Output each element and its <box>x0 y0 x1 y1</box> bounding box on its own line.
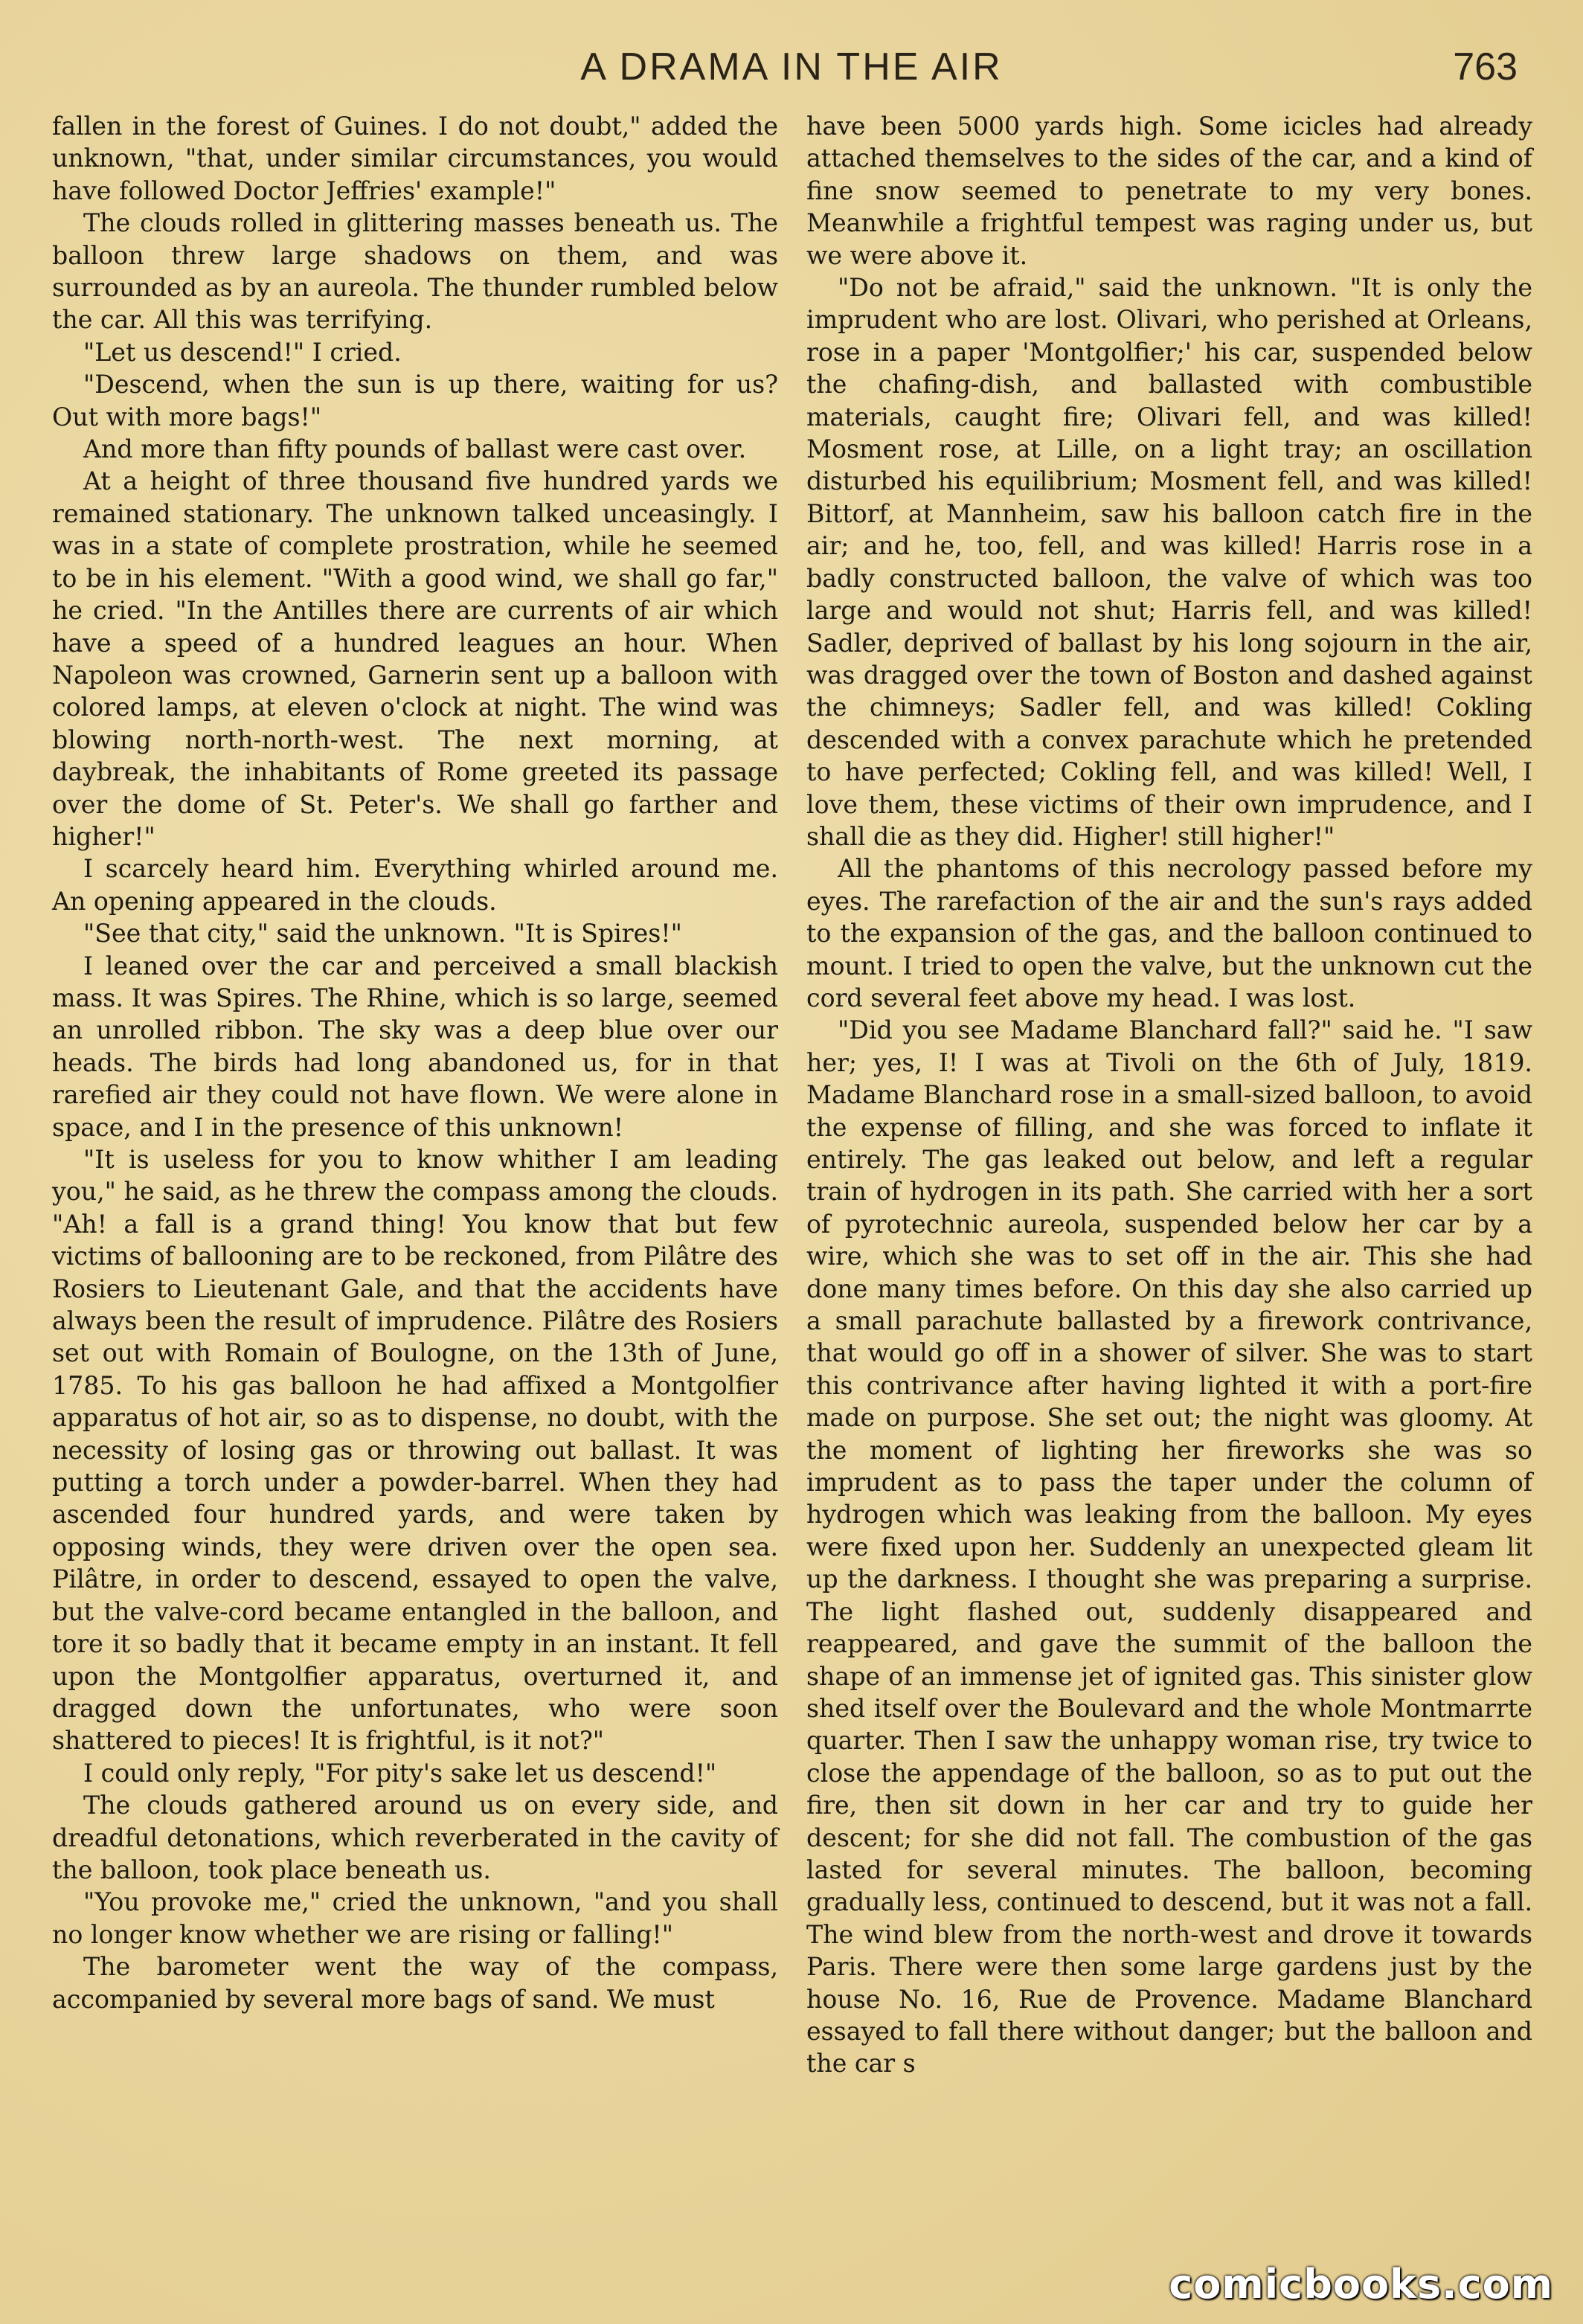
running-title: A DRAMA IN THE AIR <box>580 45 1003 89</box>
paragraph: "You provoke me," cried the unknown, "and you shall no longer know whether we are rising or falling!" <box>52 1887 778 1949</box>
right-column <box>806 110 1532 2080</box>
paragraph: "Do not be afraid," said the unknown. "It is only the imprudent who are lost. Olivari, who perished at Orleans, rose in a paper 'Montgolfier;' his car, suspended below the chafing-dish, and ballasted with combustible materials, caught fire; Olivari fell, and was killed! Mosment rose, at Lille, on a light tray; an oscillation disturbed his equilibrium; Mosment fell, and was killed! Bittorf, at Mannheim, saw his balloon catch fire in the air; and he, too, fell, and was killed! Harris rose in a badly constructed balloon, the valve of which was too large and would not shut; Harris fell, and was killed! Sadler, deprived of ballast by his long sojourn in the air, was dragged over the town of Boston and dashed against the chimneys; Sadler fell, and was killed! Cokling descended with a convex parachute which he pretended to have perfected; Cokling fell, and was killed! Well, I love them, these victims of their own imprudence, and I shall die as they did. Higher! still higher!" <box>806 273 1532 851</box>
paragraph: At a height of three thousand five hundred yards we remained stationary. The unknown talked unceasingly. I was in a state of complete prostration, while he seemed to be in his element. "With a good wind, we shall go far," he cried. "In the Antilles there are currents of air which have a speed of a hundred leagues an hour. When Napoleon was crowned, Garnerin sent up a balloon with colored lamps, at eleven o'clock at night. The wind was blowing north-north-west. The next morning, at daybreak, the inhabitants of Rome greeted its passage over the dome of St. Peter's. We shall go farther and higher!" <box>52 466 778 851</box>
running-header <box>0 45 1583 97</box>
paragraph: The barometer went the way of the compass, accompanied by several more bags of sand. We must <box>52 1952 778 2014</box>
page-number: 763 <box>1453 45 1518 89</box>
watermark: comicbooks.com <box>1169 2261 1553 2308</box>
paragraph: The clouds gathered around us on every side, and dreadful detonations, which reverberated in the cavity of the balloon, took place beneath us. <box>52 1791 778 1884</box>
paragraph: "Let us descend!" I cried. <box>83 337 402 367</box>
paragraph: I could only reply, "For pity's sake let us descend!" <box>83 1758 717 1788</box>
paragraph: And more than fifty pounds of ballast were cast over. <box>83 434 747 464</box>
paragraph: "Did you see Madame Blanchard fall?" said he. "I saw her; yes, I! I was at Tivoli on the 6th of July, 1819. Madame Blanchard rose in a small-sized balloon, to avoid the expense of filling, and she was forced to inflate it entirely. The gas leaked out below, and left a regular train of hydrogen in its path. She carried with her a sort of pyrotechnic aureola, suspended below her car by a wire, which she was to set off in the air. This she had done many times before. On this day she also carried up a small parachute ballasted by a firework contrivance, that would go off in a shower of silver. She was to start this contrivance after having lighted it with a port-fire made on purpose. She set out; the night was gloomy. At the moment of lighting her fireworks she was so imprudent as to pass the taper under the column of hydrogen which was leaking from the balloon. My eyes were fixed upon her. Suddenly an unexpected gleam lit up the darkness. I thought she was preparing a surprise. The light flashed out, suddenly disappeared and reappeared, and gave the summit of the balloon the shape of an immense jet of ignited gas. This sinister glow shed itself over the Boulevard and the whole Montmarrte quarter. Then I saw the unhappy woman rise, try twice to close the appendage of the balloon, so as to put out the fire, then sit down in her car and try to guide her descent; for she did not fall. The combustion of the gas lasted for several minutes. The balloon, becoming gradually less, continued to descend, but it was not a fall. The wind blew from the north-west and drove it towards Paris. There were then some large gardens just by the house No. 16, Rue de Provence. Madame Blanchard essayed to fall there without danger; but the balloon and the car s <box>806 1015 1532 2079</box>
paragraph: I leaned over the car and perceived a small blackish mass. It was Spires. The Rhine, which is so large, seemed an unrolled ribbon. The sky was a deep blue over our heads. The birds had long abandoned us, for in that rarefied air they could not have flown. We were alone in space, and I in the presence of this unknown! <box>52 951 778 1142</box>
paragraph: The clouds rolled in glittering masses beneath us. The balloon threw large shadows on them, and was surrounded as by an aureola. The thunder rumbled below the car. All this was terrifying. <box>52 208 778 335</box>
paragraph: All the phantoms of this necrology passed before my eyes. The rarefaction of the air and the sun's rays added to the expansion of the gas, and the balloon continued to mount. I tried to open the valve, but the unknown cut the cord several feet above my head. I was lost. <box>806 854 1532 1012</box>
paragraph: I scarcely heard him. Everything whirled around me. An opening appeared in the clouds. <box>52 854 778 916</box>
paragraph: have been 5000 yards high. Some icicles had already attached themselves to the sides of the car, and a kind of fine snow seemed to penetrate to my very bones. Meanwhile a frightful tempest was raging under us, but we were above it. <box>806 112 1532 270</box>
paragraph: "Descend, when the sun is up there, waiting for us? Out with more bags!" <box>52 370 778 431</box>
paragraph: "See that city," said the unknown. "It is Spires!" <box>83 919 682 948</box>
paragraph: fallen in the forest of Guines. I do not doubt," added the unknown, "that, under similar circumstances, you would have followed Doctor Jeffries' example!" <box>52 112 778 205</box>
left-column <box>52 110 778 2015</box>
paragraph: "It is useless for you to know whither I am leading you," he said, as he threw the compass among the clouds. "Ah! a fall is a grand thing! You know that but few victims of ballooning are to be reckoned, from Pilâtre des Rosiers to Lieutenant Gale, and that the accidents have always been the result of imprudence. Pilâtre des Rosiers set out with Romain of Boulogne, on the 13th of June, 1785. To his gas balloon he had affixed a Montgolfier apparatus of hot air, so as to dispense, no doubt, with the necessity of losing gas or throwing out ballast. It was putting a torch under a powder-barrel. When they had ascended four hundred yards, and were taken by opposing winds, they were driven over the open sea. Pilâtre, in order to descend, essayed to open the valve, but the valve-cord became entangled in the balloon, and tore it so badly that it became empty in an instant. It fell upon the Montgolfier apparatus, overturned it, and dragged down the unfortunates, who were soon shattered to pieces! It is frightful, is it not?" <box>52 1145 778 1756</box>
